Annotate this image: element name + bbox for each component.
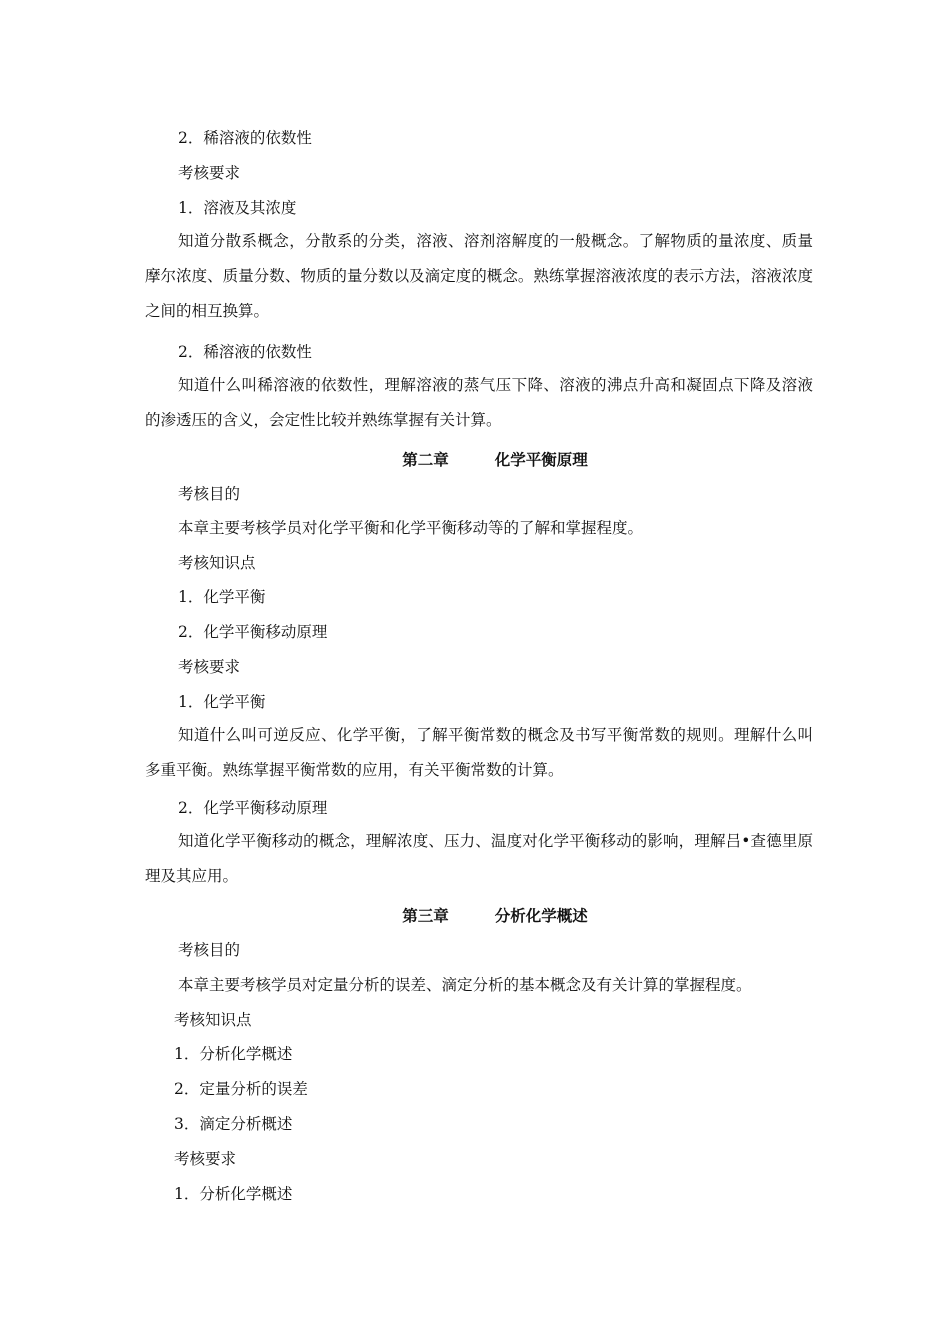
chapter-3-title: 分析化学概述: [494, 906, 588, 925]
requirement-2-text: 知道什么叫稀溶液的依数性，理解溶液的蒸气压下降、溶液的沸点升高和凝固点下降及溶液的渗透压的含义，会定性比较并熟练掌握有关计算。: [145, 376, 813, 429]
knowledge-point-2: 2．稀溶液的依数性: [178, 129, 312, 147]
chapter-3-requirement-1-title: 1．分析化学概述: [174, 1185, 293, 1203]
chapter-2-requirement-1-text: 知道什么叫可逆反应、化学平衡，了解平衡常数的概念及书写平衡常数的规则。理解什么叫多重平衡。熟练掌握平衡常数的应用，有关平衡常数的计算。: [145, 726, 813, 779]
chapter-3-goal-text: 本章主要考核学员对定量分析的误差、滴定分析的基本概念及有关计算的掌握程度。: [178, 976, 752, 994]
requirements-label: 考核要求: [178, 164, 241, 182]
chapter-2-point-2: 2．化学平衡移动原理: [178, 623, 328, 641]
chapter-2-goal-label: 考核目的: [178, 485, 241, 503]
chapter-2-number: 第二章: [402, 450, 449, 469]
chapter-2-points-label: 考核知识点: [178, 554, 256, 572]
chapter-3-point-1: 1．分析化学概述: [174, 1045, 293, 1063]
chapter-3-heading: [0, 906, 950, 926]
chapter-3-goal-label: 考核目的: [178, 941, 241, 959]
requirement-1-text: 知道分散系概念，分散系的分类，溶液、溶剂溶解度的一般概念。了解物质的量浓度、质量摩尔浓度、质量分数、物质的量分数以及滴定度的概念。熟练掌握溶液浓度的表示方法，溶液浓度之间的相互换算。: [145, 232, 813, 320]
chapter-3-number: 第三章: [402, 906, 449, 925]
chapter-3-point-2: 2．定量分析的误差: [174, 1080, 308, 1098]
chapter-2-point-1: 1．化学平衡: [178, 588, 266, 606]
chapter-2-requirement-1-title: 1．化学平衡: [178, 693, 266, 711]
chapter-3-points-label: 考核知识点: [174, 1011, 252, 1029]
requirement-2-title: 2．稀溶液的依数性: [178, 343, 312, 361]
chapter-2-goal-text: 本章主要考核学员对化学平衡和化学平衡移动等的了解和掌握程度。: [178, 519, 644, 537]
requirement-1-title: 1．溶液及其浓度: [178, 199, 297, 217]
chapter-2-requirement-2-text: 知道化学平衡移动的概念，理解浓度、压力、温度对化学平衡移动的影响，理解吕•查德里原理及其应用。: [145, 832, 813, 885]
chapter-2-title: 化学平衡原理: [494, 450, 588, 469]
chapter-3-point-3: 3．滴定分析概述: [174, 1115, 293, 1133]
chapter-3-requirements-label: 考核要求: [174, 1150, 237, 1168]
chapter-2-requirements-label: 考核要求: [178, 658, 241, 676]
chapter-2-requirement-2-title: 2．化学平衡移动原理: [178, 799, 328, 817]
chapter-2-heading: [0, 450, 950, 470]
